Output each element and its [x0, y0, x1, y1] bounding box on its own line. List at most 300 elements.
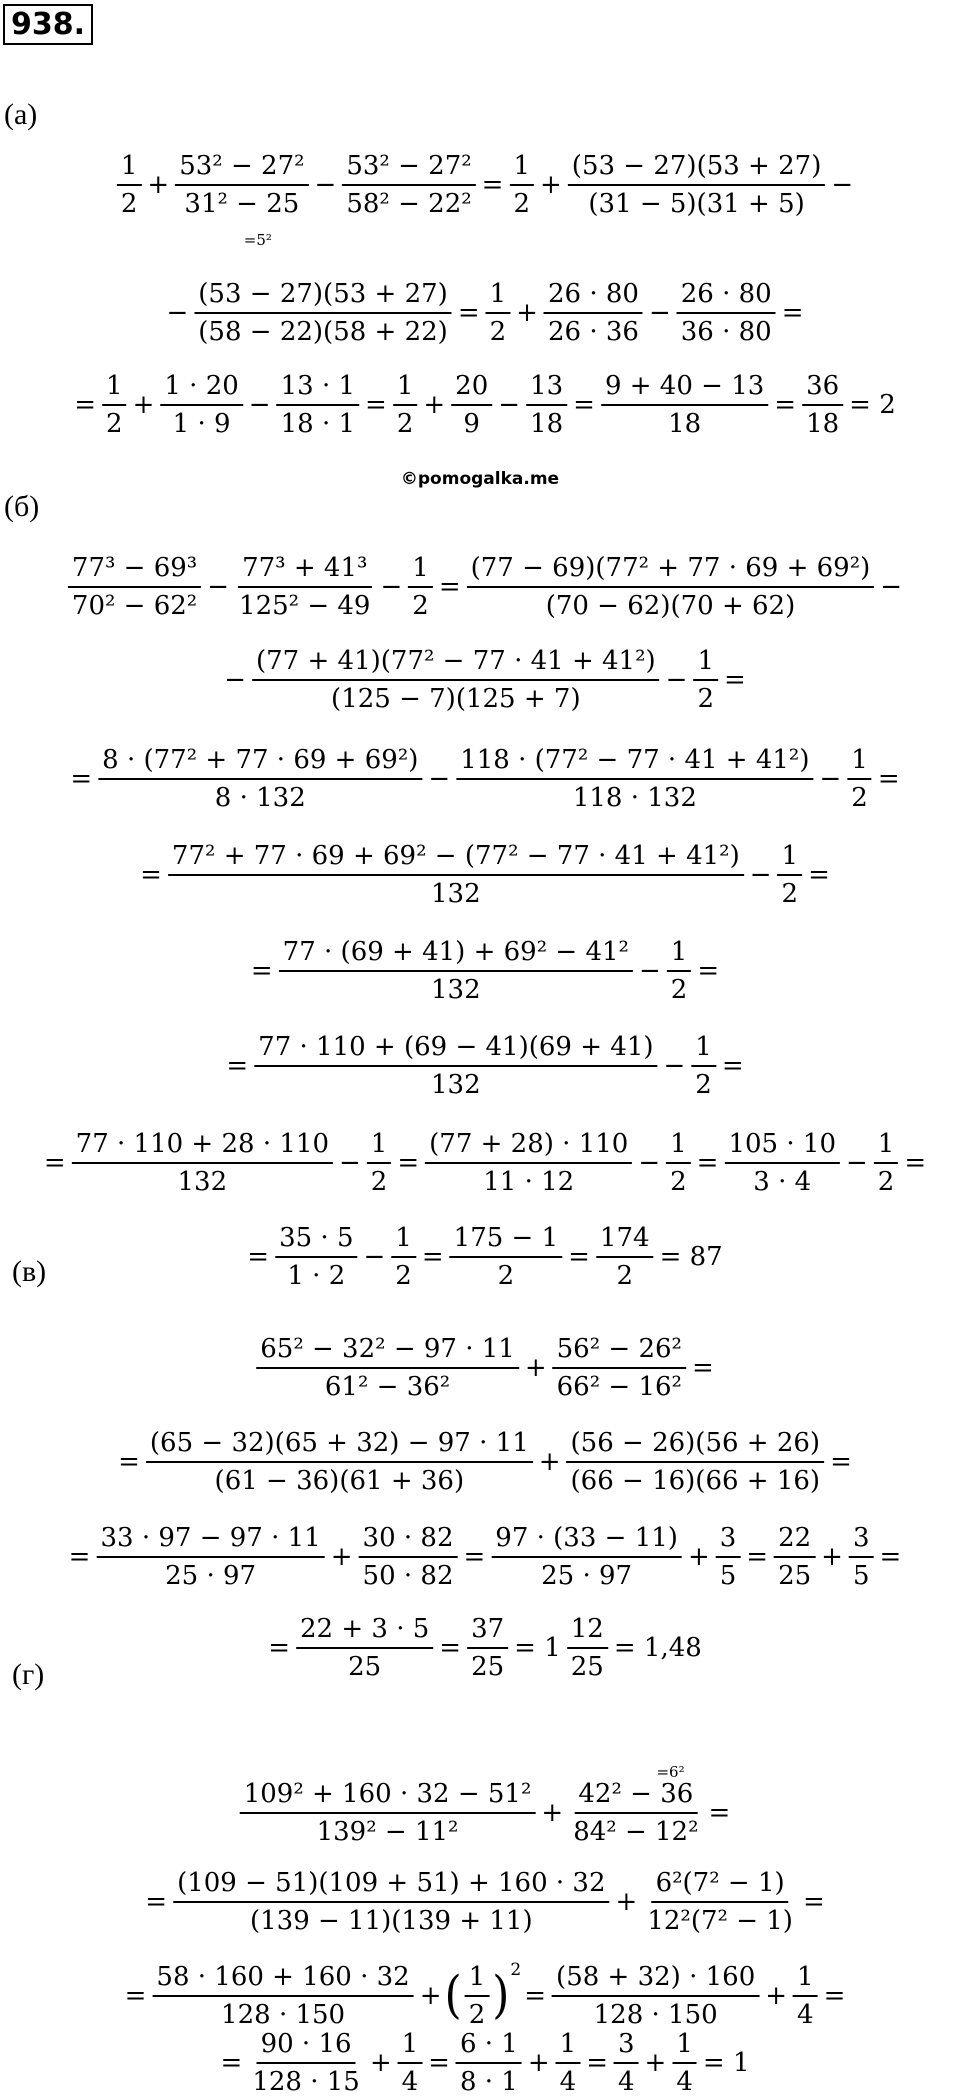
fraction — [778, 841, 803, 909]
denominator: 2 — [396, 409, 414, 439]
part-label-a: (а) — [4, 98, 38, 131]
operator: + — [540, 170, 562, 200]
operator: + — [687, 1542, 710, 1572]
fraction — [491, 1523, 682, 1591]
denominator: 139² − 11² — [316, 1817, 459, 1847]
numerator: 174 — [596, 1223, 654, 1258]
operator: − — [314, 170, 337, 200]
denominator: (61 − 36)(61 + 36) — [214, 1466, 465, 1496]
numerator: 22 + 3 · 5 — [296, 1614, 433, 1649]
numerator: 36 — [802, 371, 843, 406]
operator: = — [774, 390, 797, 420]
denominator: 84² − 12² — [573, 1817, 699, 1847]
denominator: 132 — [177, 1167, 228, 1197]
operator: + — [132, 390, 155, 420]
operator: = — [802, 1887, 825, 1917]
fraction — [277, 371, 359, 439]
numerator: 1 — [691, 1032, 716, 1067]
operator: = — [140, 860, 162, 890]
denominator: 66² − 16² — [556, 1372, 682, 1402]
numerator: 1 — [117, 151, 142, 186]
operator: = — [438, 572, 461, 602]
numerator: 6 · 1 — [456, 2029, 522, 2064]
denominator: 2 — [412, 591, 429, 621]
denominator: 25 — [778, 1561, 812, 1591]
operator: = — [74, 390, 97, 420]
fraction — [691, 1032, 716, 1100]
fraction — [275, 1223, 357, 1291]
operator: + — [330, 1542, 353, 1572]
numerator: 77 · 110 + 28 · 110 — [72, 1129, 333, 1164]
operator: = — [879, 1542, 902, 1572]
operator: = — [226, 1051, 249, 1081]
operator: = — [808, 860, 830, 890]
numerator: 77³ − 69³ — [68, 553, 201, 588]
denominator: 61² − 36² — [324, 1372, 451, 1402]
denominator: 18 — [668, 409, 702, 439]
denominator: 5 — [852, 1561, 870, 1591]
denominator: 36 · 80 — [680, 317, 772, 347]
exponent: 2 — [510, 1960, 522, 1980]
operator: = 2 — [849, 390, 896, 420]
numerator: 90 · 16 — [257, 2029, 356, 2064]
fraction — [544, 279, 643, 347]
denominator: (125 − 7)(125 + 7) — [331, 684, 581, 714]
numerator: 1 — [367, 1129, 392, 1164]
denominator: 18 — [806, 409, 840, 439]
denominator: 70² − 62² — [71, 591, 198, 621]
operator: = — [746, 1542, 769, 1572]
numerator: 53² − 27² — [175, 151, 308, 186]
numerator: 97 · (33 − 11) — [491, 1523, 682, 1558]
operator: − — [831, 170, 854, 200]
denominator: 4 — [401, 2067, 419, 2097]
operator: = — [220, 2048, 243, 2078]
numerator: (58 + 32) · 160 — [552, 1962, 759, 1997]
numerator: (53 − 27)(53 + 27) — [568, 151, 826, 186]
fraction — [643, 1868, 797, 1936]
operator: + — [147, 170, 170, 200]
numerator: 109² + 160 · 32 − 51² — [240, 1779, 536, 1814]
power-expression — [445, 1962, 522, 2030]
denominator: 25 — [471, 1652, 505, 1682]
operator: = — [781, 298, 804, 328]
fraction — [456, 745, 813, 813]
operator: − — [363, 1242, 386, 1272]
denominator: 12²(7² − 1) — [647, 1906, 793, 1936]
operator: = — [68, 1542, 91, 1572]
equation-line — [265, 1614, 705, 1682]
fraction — [567, 1614, 608, 1682]
operator: − — [338, 1148, 361, 1178]
denominator: 2 — [697, 684, 715, 714]
operator: = — [586, 2048, 608, 2078]
fraction — [254, 1032, 657, 1100]
operator: = — [70, 764, 93, 794]
denominator: 132 — [431, 879, 481, 909]
operator: = — [823, 1981, 846, 2011]
denominator: 2 — [370, 1167, 388, 1197]
numerator: 1 — [408, 553, 433, 588]
denominator: 2 — [497, 1261, 515, 1291]
operator: = — [568, 1242, 590, 1272]
denominator: (66 − 16)(66 + 16) — [570, 1466, 821, 1496]
operator: = — [463, 1542, 486, 1572]
equation-line — [237, 1763, 734, 1847]
equation-line — [163, 279, 806, 347]
operator: = — [904, 1148, 927, 1178]
denominator: 1 · 9 — [172, 409, 231, 439]
fraction — [526, 371, 567, 439]
operator: − — [248, 390, 271, 420]
fraction — [793, 1962, 818, 2030]
denominator: 128 · 15 — [252, 2067, 360, 2097]
fraction — [279, 937, 633, 1005]
denominator: 58² − 22² — [346, 189, 472, 219]
part-label-g: (г) — [12, 1658, 45, 1691]
operator: − — [224, 665, 246, 695]
equation-line — [142, 1868, 827, 1936]
fraction — [117, 151, 142, 219]
equation-line — [67, 745, 902, 813]
fraction — [367, 1129, 392, 1197]
denominator: 26 · 36 — [547, 317, 639, 347]
numerator: (77 + 28) · 110 — [425, 1129, 632, 1164]
fraction — [425, 1129, 632, 1197]
denominator: 3 · 4 — [753, 1167, 812, 1197]
numerator: 77 · (69 + 41) + 69² − 41² — [279, 937, 633, 972]
numerator: (109 − 51)(109 + 51) + 160 · 32 — [173, 1868, 609, 1903]
operator: + — [765, 1981, 788, 2011]
denominator: 2 — [513, 189, 530, 219]
operator: = — [118, 1447, 140, 1477]
equation-line — [114, 151, 856, 249]
numerator: 53² − 27² — [342, 151, 475, 186]
fraction — [774, 1523, 815, 1591]
fraction — [666, 1129, 691, 1197]
denominator: 1 · 2 — [287, 1261, 346, 1291]
operator: − — [638, 956, 661, 986]
fraction — [614, 2029, 639, 2097]
numerator: 1 · 20 — [160, 371, 242, 406]
denominator: 4 — [559, 2067, 577, 2097]
numerator: 9 + 40 − 13 — [601, 371, 768, 406]
operator: + — [369, 2048, 392, 2078]
fraction — [160, 371, 242, 439]
numerator: 33 · 97 − 97 · 11 — [96, 1523, 324, 1558]
fraction — [102, 371, 127, 439]
fraction — [677, 279, 776, 347]
equation-line — [115, 1428, 855, 1496]
numerator: 1 — [793, 1962, 818, 1997]
fraction — [724, 1129, 840, 1197]
operator: = — [691, 1353, 714, 1383]
numerator: 26 · 80 — [677, 279, 776, 314]
denominator: 8 · 1 — [459, 2067, 518, 2097]
equation-line — [137, 841, 833, 909]
operator: = — [397, 1148, 420, 1178]
numerator: 13 — [526, 371, 567, 406]
numerator: 13 · 1 — [277, 371, 359, 406]
numerator: 1 — [672, 2029, 697, 2064]
denominator: 2 — [106, 409, 123, 439]
denominator: 125² − 49 — [239, 591, 371, 621]
denominator: 2 — [616, 1261, 634, 1291]
operator: = — [724, 665, 746, 695]
underbrace-note: =5² — [243, 231, 272, 249]
equation-line — [66, 1523, 905, 1591]
fraction — [252, 646, 660, 714]
fraction — [567, 1428, 825, 1496]
fraction — [248, 2029, 364, 2097]
operator: − — [207, 572, 230, 602]
operator: + — [644, 2048, 667, 2078]
fraction — [342, 151, 475, 219]
denominator: 2 — [851, 783, 868, 813]
numerator: (77 + 41)(77² − 77 · 41 + 41²) — [252, 646, 660, 681]
numerator: 12 — [567, 1614, 608, 1649]
numerator: 26 · 80 — [544, 279, 643, 314]
denominator: 8 · 132 — [214, 783, 306, 813]
denominator: 128 · 150 — [221, 2000, 346, 2030]
operator: = 87 — [659, 1242, 723, 1272]
right-paren: ) — [492, 1966, 510, 2025]
numerator: 20 — [451, 371, 492, 406]
operator: = — [708, 1798, 731, 1828]
fraction — [553, 1334, 686, 1402]
operator: − — [648, 298, 671, 328]
fraction — [467, 1614, 508, 1682]
fraction — [456, 2029, 522, 2097]
fraction — [672, 2029, 697, 2097]
fraction — [601, 371, 768, 439]
operator: + — [541, 1798, 564, 1828]
operator: = — [247, 1242, 270, 1272]
fraction — [556, 2029, 581, 2097]
operator: = — [124, 1981, 147, 2011]
numerator: 1 — [391, 1223, 416, 1258]
denominator: 2 — [468, 2000, 486, 2030]
equation-line — [221, 646, 749, 714]
operator: = — [573, 390, 595, 420]
operator: − — [498, 390, 521, 420]
numerator: 1 — [874, 1129, 899, 1164]
denominator: 118 · 132 — [572, 783, 697, 813]
fraction — [569, 1763, 702, 1847]
denominator: 25 · 97 — [541, 1561, 633, 1591]
fraction — [467, 553, 875, 621]
operator: + — [615, 1887, 638, 1917]
numerator: 118 · (77² − 77 · 41 + 41²) — [456, 745, 813, 780]
numerator: 1 — [666, 1129, 691, 1164]
numerator: 30 · 82 — [359, 1523, 458, 1558]
equation-line — [71, 371, 899, 439]
operator: = — [250, 956, 273, 986]
denominator: 2 — [670, 975, 688, 1005]
fraction — [173, 1868, 609, 1936]
fraction — [802, 371, 843, 439]
numerator: 3 — [849, 1523, 874, 1558]
equation-line — [41, 1129, 929, 1197]
operator: = 1,48 — [613, 1633, 702, 1663]
fraction — [451, 371, 492, 439]
fraction — [72, 1129, 333, 1197]
operator: − — [880, 572, 903, 602]
operator: = 1 — [702, 2048, 750, 2078]
denominator: 31² − 25 — [184, 189, 300, 219]
denominator: 25 — [348, 1652, 382, 1682]
equation-line — [223, 1032, 746, 1100]
operator: = — [481, 170, 504, 200]
fraction — [256, 1334, 519, 1402]
fraction — [175, 151, 308, 249]
operator: − — [819, 764, 842, 794]
denominator: 9 — [463, 409, 480, 439]
fraction — [693, 646, 718, 714]
fraction — [509, 151, 534, 219]
fraction — [874, 1129, 899, 1197]
operator: = — [830, 1447, 852, 1477]
fraction — [716, 1523, 741, 1591]
operator: − — [749, 860, 772, 890]
equation-line — [253, 1334, 717, 1402]
fraction — [596, 1223, 654, 1291]
numerator: 1 — [393, 371, 418, 406]
fraction — [450, 1223, 562, 1291]
numerator: 1 — [465, 1962, 490, 1997]
operator: = — [145, 1887, 168, 1917]
operator: = — [43, 1148, 66, 1178]
numerator: (56 − 26)(56 + 26) — [567, 1428, 825, 1463]
fraction — [849, 1523, 874, 1591]
numerator: 77² + 77 · 69 + 69² − (77² − 77 · 41 + 41²) — [168, 841, 744, 876]
denominator: 4 — [797, 2000, 814, 2030]
denominator: 2 — [670, 1167, 687, 1197]
numerator: 3 — [614, 2029, 639, 2064]
operator: = — [439, 1633, 462, 1663]
operator: = — [697, 956, 720, 986]
fraction — [296, 1614, 433, 1682]
operator: − — [845, 1148, 868, 1178]
fraction — [68, 553, 201, 621]
operator: + — [516, 298, 538, 328]
numerator: 1 — [102, 371, 127, 406]
operator: + — [423, 390, 446, 420]
denominator: 25 — [570, 1652, 604, 1682]
numerator: 1 — [847, 745, 872, 780]
numerator: 1 — [778, 841, 803, 876]
equation-line — [248, 937, 722, 1005]
numerator: 6²(7² − 1) — [652, 1868, 789, 1903]
fraction — [359, 1523, 458, 1591]
operator: − — [380, 572, 403, 602]
numerator: 3 — [716, 1523, 741, 1558]
denominator: (70 − 62)(70 + 62) — [545, 591, 796, 621]
fraction — [194, 279, 452, 347]
operator: + — [527, 2048, 550, 2078]
operator: = — [268, 1633, 290, 1663]
operator: = — [428, 2048, 450, 2078]
denominator: 50 · 82 — [362, 1561, 454, 1591]
numerator: 1 — [693, 646, 718, 681]
denominator: 4 — [676, 2067, 693, 2097]
equation-line — [218, 2029, 753, 2097]
fraction — [393, 371, 418, 439]
operator: − — [665, 665, 688, 695]
problem-number: 938. — [3, 4, 93, 45]
numerator: 105 · 10 — [724, 1129, 840, 1164]
fraction — [847, 745, 872, 813]
denominator: 128 · 150 — [593, 2000, 718, 2030]
fraction — [552, 1962, 759, 2030]
numerator: 1 — [509, 151, 534, 186]
denominator: 25 · 97 — [165, 1561, 257, 1591]
numerator: 58 · 160 + 160 · 32 — [152, 1962, 413, 1997]
fraction — [240, 1779, 536, 1847]
fraction — [667, 937, 692, 1005]
denominator: 2 — [695, 1070, 712, 1100]
operator: − — [166, 298, 189, 328]
numerator: 22 — [774, 1523, 815, 1558]
numerator: 1 — [398, 2029, 423, 2064]
numerator: (65 − 32)(65 + 32) − 97 · 11 — [146, 1428, 533, 1463]
fraction — [98, 745, 422, 813]
operator: = — [524, 1981, 547, 2011]
numerator: 1 — [556, 2029, 581, 2064]
part-label-b: (б) — [4, 490, 40, 523]
denominator: 5 — [719, 1561, 737, 1591]
fraction — [568, 151, 826, 219]
fraction — [235, 553, 374, 621]
denominator: 18 — [530, 409, 564, 439]
left-paren: ( — [444, 1966, 462, 2025]
fraction — [168, 841, 744, 909]
operator: = — [457, 298, 480, 328]
denominator: 2 — [489, 317, 507, 347]
fraction — [96, 1523, 324, 1591]
operator: + — [419, 1981, 442, 2011]
operator: = — [365, 390, 387, 420]
operator: = — [421, 1242, 444, 1272]
operator: − — [663, 1051, 686, 1081]
numerator: 1 — [486, 279, 511, 314]
operator: + — [821, 1542, 843, 1572]
denominator: 18 · 1 — [280, 409, 356, 439]
watermark: ©pomogalka.me — [400, 469, 560, 489]
equation-line — [244, 1223, 725, 1291]
denominator: 2 — [877, 1167, 895, 1197]
denominator: 2 — [395, 1261, 412, 1291]
denominator: 11 · 12 — [483, 1167, 575, 1197]
operator: = — [721, 1051, 744, 1081]
denominator: 132 — [431, 975, 481, 1005]
equation-line — [122, 1962, 849, 2030]
overbrace-note: =6² — [656, 1763, 685, 1781]
operator: + — [538, 1447, 561, 1477]
fraction — [486, 279, 511, 347]
numerator: 35 · 5 — [275, 1223, 357, 1258]
denominator: (139 − 11)(139 + 11) — [249, 1906, 533, 1936]
numerator: 8 · (77² + 77 · 69 + 69²) — [98, 745, 422, 780]
numerator: (53 − 27)(53 + 27) — [194, 279, 452, 314]
operator: − — [638, 1148, 661, 1178]
numerator: 1 — [667, 937, 692, 972]
numerator: (77 − 69)(77² + 77 · 69 + 69²) — [467, 553, 875, 588]
numerator: 77 · 110 + (69 − 41)(69 + 41) — [254, 1032, 657, 1067]
denominator: 132 — [431, 1070, 481, 1100]
fraction — [152, 1962, 413, 2030]
operator: + — [524, 1353, 547, 1383]
